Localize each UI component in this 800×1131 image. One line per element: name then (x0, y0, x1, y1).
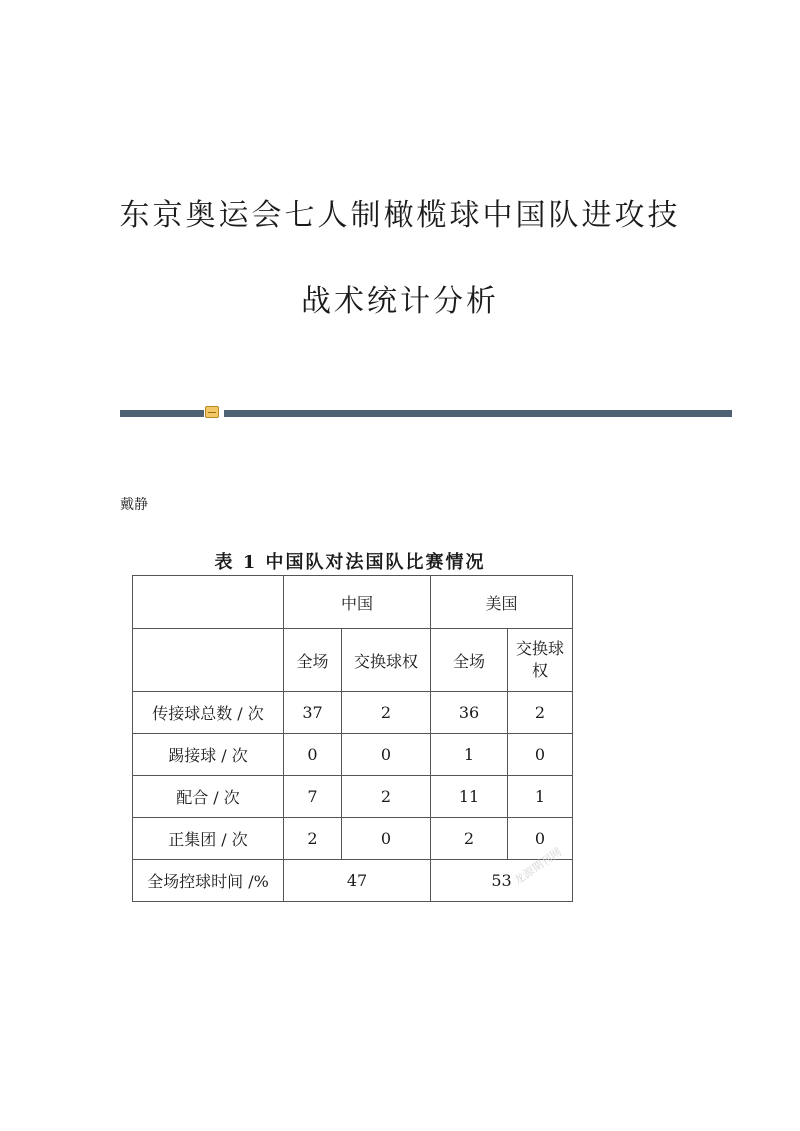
table-corner-cell (133, 576, 284, 629)
table-cell: 2 (431, 818, 508, 860)
row-label: 传接球总数 / 次 (133, 692, 284, 734)
subheader-cell: 全场 (284, 629, 342, 692)
row-label: 踢接球 / 次 (133, 734, 284, 776)
row-label: 正集团 / 次 (133, 818, 284, 860)
table-row (133, 818, 573, 860)
table-row (133, 776, 573, 818)
table-row-possession (133, 860, 573, 902)
match-stats-table (132, 575, 573, 902)
table-caption: 表 1 中国队对法国队比赛情况 (214, 552, 486, 573)
watermark-text: 龙源期刊网 (511, 845, 565, 888)
table-cell: 2 (508, 692, 573, 734)
table-corner-cell (133, 629, 284, 692)
table-cell: 2 (342, 776, 431, 818)
table-cell: 0 (342, 818, 431, 860)
table-cell: 36 (431, 692, 508, 734)
table-cell: 37 (284, 692, 342, 734)
table-cell: 1 (508, 776, 573, 818)
author-name: 戴静 (120, 497, 148, 513)
table-row (133, 734, 573, 776)
subheader-cell: 全场 (431, 629, 508, 692)
team-header-china: 中国 (284, 576, 431, 629)
subheader-cell: 交换球权 (342, 629, 431, 692)
table-cell: 11 (431, 776, 508, 818)
table-cell: 53 (431, 860, 573, 902)
table-cell: 0 (508, 818, 573, 860)
document-title-line-2: 战术统计分析 (301, 284, 499, 319)
table-header-row (133, 576, 573, 629)
table-subheader-row (133, 629, 573, 692)
table-cell: 0 (508, 734, 573, 776)
title-divider-left (120, 410, 204, 417)
table-cell: 47 (284, 860, 431, 902)
row-label: 全场控球时间 /% (133, 860, 284, 902)
table-cell: 1 (431, 734, 508, 776)
table-cell: 7 (284, 776, 342, 818)
document-icon (205, 406, 219, 418)
title-divider-right (224, 410, 732, 417)
table-cell: 0 (284, 734, 342, 776)
table-row (133, 692, 573, 734)
document-title-line-1: 东京奥运会七人制橄榄球中国队进攻技 (119, 198, 681, 233)
table-cell: 2 (284, 818, 342, 860)
team-header-usa: 美国 (431, 576, 573, 629)
table-cell: 0 (342, 734, 431, 776)
row-label: 配合 / 次 (133, 776, 284, 818)
table-cell: 2 (342, 692, 431, 734)
subheader-cell: 交换球 权 (508, 629, 573, 692)
